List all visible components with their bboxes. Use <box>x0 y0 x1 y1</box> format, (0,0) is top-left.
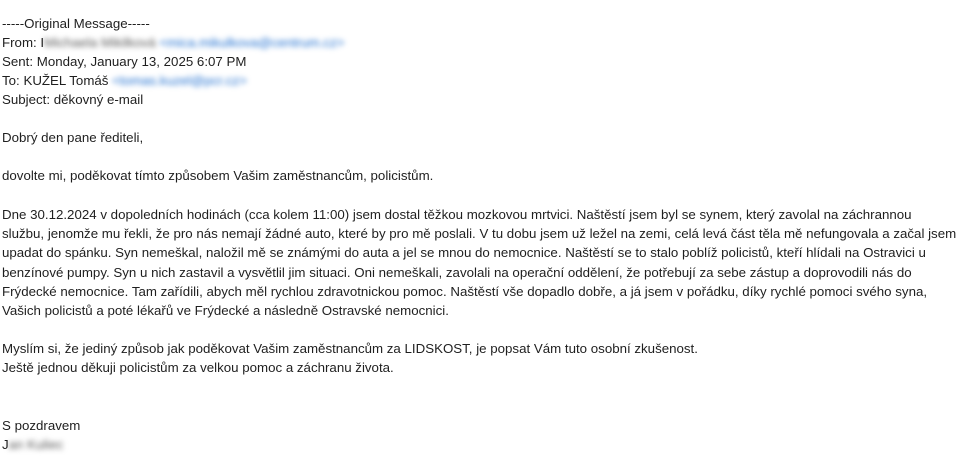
story-line: upadat do spánku. Syn nemeškal, naložil mě se známými do auta a jel se mnou do nemocnice. Naštěstí se to stalo poblíž policistů, kteří hlídali na Ostravici u <box>2 245 926 261</box>
to-email-redacted[interactable]: <tomas.kuzel@pcr.cz> <box>112 73 247 88</box>
subject-value: děkovný e-mail <box>53 92 144 107</box>
from-row <box>2 33 952 52</box>
from-name-redacted: Michaela Mikilková <box>44 35 156 50</box>
signature <box>2 435 952 454</box>
to-name: KUŽEL Tomáš <box>23 73 109 88</box>
closing-line: Ještě jednou děkuji policistům za velkou pomoc a záchranu života. <box>2 360 394 376</box>
closing-line: Myslím si, že jediný způsob jak poděkovat Vašim zaměstnancům za LIDSKOST, je popsat Vám tuto osobní zkušenost. <box>2 341 698 357</box>
story-line: Frýdecké nemocnice. Tam zařídili, abych měl rychlou zdravotnickou pomoc. Naštěstí vše dopadlo dobře, a já jsem v pořádku, díky rychlé pomoci svého syna, <box>2 283 928 299</box>
to-row <box>2 71 952 90</box>
sent-value: Monday, January 13, 2025 6:07 PM <box>36 54 247 69</box>
from-label: From: <box>2 35 37 50</box>
regards: S pozdravem <box>2 417 81 433</box>
subject-label: Subject: <box>2 92 51 107</box>
story-paragraph <box>2 205 957 320</box>
email-message <box>2 14 957 454</box>
story-line: Dne 30.12.2024 v dopoledních hodinách (cca kolem 11:00) jsem dostal těžkou mozkovou mrtvici. Naštěstí jsem byl se synem, který zavolal na záchrannou <box>2 207 912 222</box>
greeting: Dobrý den pane řediteli, <box>2 130 144 145</box>
closing-paragraph <box>2 339 952 377</box>
intro-paragraph: dovolte mi, poděkovat tímto způsobem Vašim zaměstnancům, policistům. <box>2 168 434 183</box>
original-message-separator: -----Original Message----- <box>2 16 150 31</box>
from-initial: I <box>40 35 45 50</box>
from-email-redacted[interactable]: <mica.mikulkova@centrum.cz> <box>159 35 345 50</box>
signature-redacted: an Kuliec <box>8 436 64 452</box>
story-line: Vašich policistů a poté lékařů ve Frýdecké a následně Ostravské nemocnici. <box>2 303 449 319</box>
signature-initial: J <box>2 436 9 452</box>
sent-row <box>2 52 952 71</box>
story-line: benzínové pumpy. Syn u nich zastavil a vysvětlil jim situaci. Oni nemeškali, zavolali na operační oddělení, že potřebují za sebe zástup a doprovodili nás do <box>2 264 912 280</box>
subject-row <box>2 90 952 109</box>
story-line: službu, jenomže mu řekli, že pro nás nemají žádné auto, které by pro mě poslali. V tu dobu jsem už ležel na zemi, celá levá část těla mě nefungovala a začal jsem <box>2 226 957 242</box>
to-label: To: <box>2 73 20 88</box>
sent-label: Sent: <box>2 54 34 69</box>
